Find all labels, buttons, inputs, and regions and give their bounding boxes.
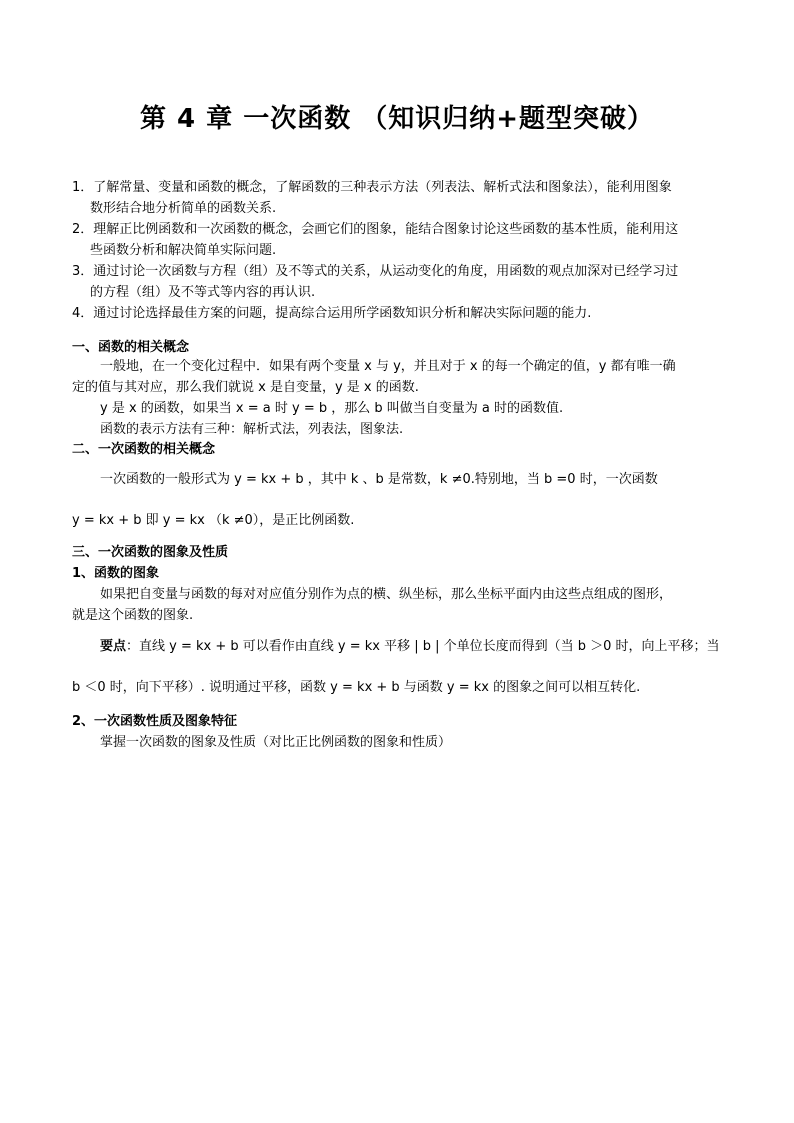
goal-2-line-2: 些函数分析和解决简单实际问题. <box>90 243 277 258</box>
section-3-sub-2-p: 掌握一次函数的图象及性质（对比正比例函数的图象和性质） <box>100 735 452 750</box>
goal-3-line-2: 的方程（组）及不等式等内容的再认识. <box>90 285 316 300</box>
section-2-heading: 二、一次函数的相关概念 <box>72 442 216 457</box>
section-3-key-line-1 <box>100 639 720 655</box>
goal-3-line-1: 3．通过讨论一次函数与方程（组）及不等式的关系，从运动变化的角度，用函数的观点加深对已经学习过 <box>72 264 679 279</box>
section-3-sub-2: 2、一次函数性质及图象特征 <box>72 714 238 729</box>
section-2-p1-line-1: 一次函数的一般形式为 y = kx + b ，其中 k 、b 是常数，k ≠0.特别地，当 b =0 时，一次函数 <box>100 472 658 487</box>
key-point-label: 要点 <box>100 639 127 654</box>
section-3-heading: 三、一次函数的图象及性质 <box>72 545 229 560</box>
goal-4-line-1: 4．通过讨论选择最佳方案的问题，提高综合运用所学函数知识分析和解决实际问题的能力. <box>72 306 592 321</box>
section-3-key-line-2: b ＜0 时，向下平移）. 说明通过平移，函数 y = kx + b 与函数 y = kx 的图象之间可以相互转化. <box>72 680 641 695</box>
section-1-p1-line-2: 定的值与其对应，那么我们就说 x 是自变量，y 是 x 的函数. <box>72 380 419 395</box>
section-1-p2: y 是 x 的函数，如果当 x = a 时 y = b ，那么 b 叫做当自变量为 a 时的函数值. <box>100 401 564 416</box>
goal-1-line-2: 数形结合地分析简单的函数关系. <box>90 201 277 216</box>
section-3-sub-1-p-line-2: 就是这个函数的图象. <box>72 608 194 623</box>
section-1-heading: 一、函数的相关概念 <box>72 340 190 355</box>
section-1-p1-line-1: 一般地，在一个变化过程中．如果有两个变量 x 与 y，并且对于 x 的每一个确定的值，y 都有唯一确 <box>100 359 676 374</box>
section-2-p1-line-2: y = kx + b 即 y = kx （k ≠0），是正比例函数. <box>72 513 355 528</box>
section-3-sub-1: 1、函数的图象 <box>72 566 160 581</box>
key-point-text: ：直线 y = kx + b 可以看作由直线 y = kx 平移 | b | 个单位长度而得到（当 b ＞0 时，向上平移；当 <box>126 639 720 654</box>
section-1-p3: 函数的表示方法有三种：解析式法，列表法，图象法. <box>100 422 404 437</box>
goal-2-line-1: 2．理解正比例函数和一次函数的概念，会画它们的图象，能结合图象讨论这些函数的基本性质，能利用这 <box>72 222 679 237</box>
section-3-sub-1-p-line-1: 如果把自变量与函数的每对对应值分别作为点的横、纵坐标，那么坐标平面内由这些点组成的图形， <box>100 587 673 602</box>
page-title: 第 4 章 一次函数 （知识归纳+题型突破） <box>139 104 655 134</box>
goal-1-line-1: 1．了解常量、变量和函数的概念，了解函数的三种表示方法（列表法、解析式法和图象法），能利用图象 <box>72 180 672 195</box>
